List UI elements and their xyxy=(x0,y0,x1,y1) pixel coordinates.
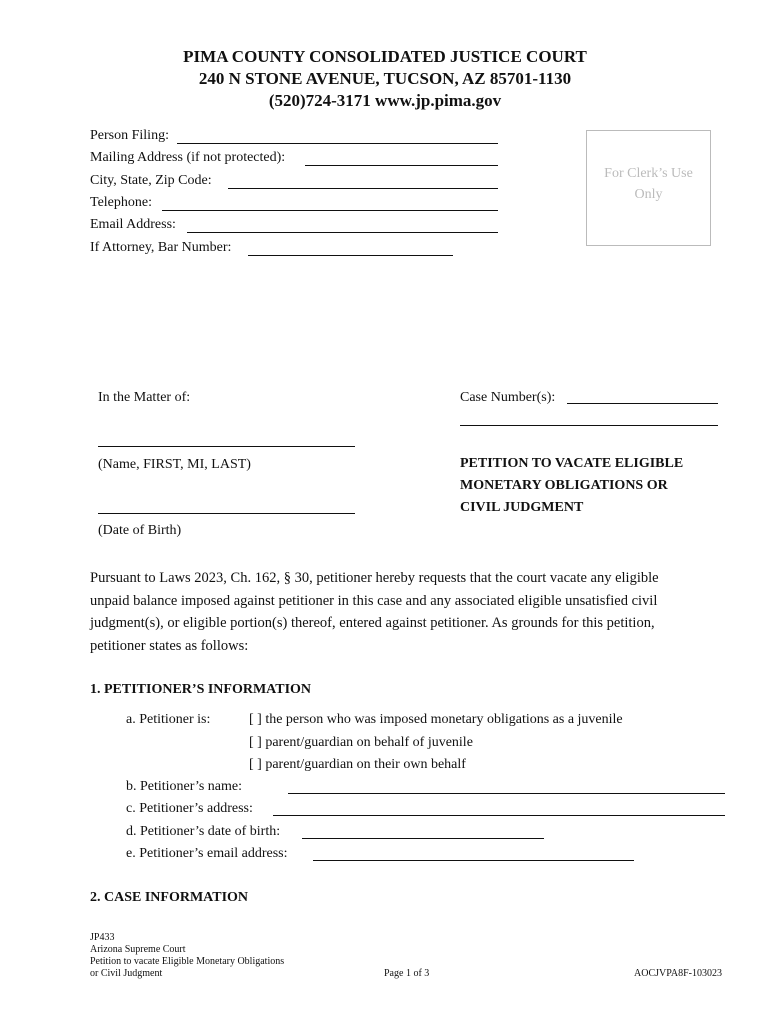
petitioner-name-field[interactable] xyxy=(288,793,725,794)
email-field[interactable] xyxy=(187,232,498,233)
petitioner-option-guardian-own[interactable]: [ ] parent/guardian on their own behalf xyxy=(249,757,466,772)
intro-paragraph xyxy=(90,567,690,657)
footer-title-line1: Petition to vacate Eligible Monetary Obligations xyxy=(90,956,285,967)
footer-title-line2: or Civil Judgment xyxy=(90,968,163,979)
intro-line1: Pursuant to Laws 2023, Ch. 162, § 30, petitioner hereby requests that the court vacate any eligible xyxy=(90,570,659,586)
footer-page-number: Page 1 of 3 xyxy=(384,968,430,979)
case-number-field-2[interactable] xyxy=(460,425,718,426)
intro-line2: unpaid balance imposed against petitioner in this case and any associated eligible unsatisfied civil xyxy=(90,592,658,609)
bar-number-label: If Attorney, Bar Number: xyxy=(90,240,232,255)
footer-court: Arizona Supreme Court xyxy=(90,944,186,955)
case-number-field[interactable] xyxy=(567,403,718,404)
section2-heading: 2. CASE INFORMATION xyxy=(90,890,249,905)
person-filing-field[interactable] xyxy=(177,143,498,144)
court-name: PIMA COUNTY CONSOLIDATED JUSTICE COURT xyxy=(183,47,587,66)
petitioner-dob-label: d. Petitioner’s date of birth: xyxy=(126,824,281,839)
bar-number-field[interactable] xyxy=(248,255,453,256)
petitioner-is-label: a. Petitioner is: xyxy=(126,712,211,727)
mailing-address-label: Mailing Address (if not protected): xyxy=(90,150,286,165)
city-state-zip-label: City, State, Zip Code: xyxy=(90,173,212,188)
city-state-zip-field[interactable] xyxy=(228,188,498,189)
court-phone-web: (520)724-3171 www.jp.pima.gov xyxy=(268,91,502,110)
petitioner-address-label: c. Petitioner’s address: xyxy=(126,801,253,816)
intro-line3: judgment(s), or eligible portion(s) thereof, entered against petitioner. As grounds for this petition, xyxy=(90,615,655,631)
petition-title-line1: PETITION TO VACATE ELIGIBLE xyxy=(460,456,684,471)
petitioner-email-label: e. Petitioner’s email address: xyxy=(126,846,288,861)
clerk-use-text xyxy=(587,163,710,205)
footer-form-code: AOCJVPA8F-103023 xyxy=(634,968,722,979)
clerk-use-line2: Only xyxy=(634,187,663,202)
petition-title-line3: CIVIL JUDGMENT xyxy=(460,500,584,515)
person-filing-label: Person Filing: xyxy=(90,128,169,143)
telephone-label: Telephone: xyxy=(90,195,152,210)
mailing-address-field[interactable] xyxy=(305,165,498,166)
petitioner-option-juvenile[interactable]: [ ] the person who was imposed monetary obligations as a juvenile xyxy=(249,712,623,727)
intro-line4: petitioner states as follows: xyxy=(90,637,249,654)
petitioner-address-field[interactable] xyxy=(273,815,725,816)
petitioner-dob-field[interactable] xyxy=(302,838,544,839)
petition-title-line2: MONETARY OBLIGATIONS OR xyxy=(460,478,668,493)
footer-form-id: JP433 xyxy=(90,932,115,943)
section1-heading: 1. PETITIONER’S INFORMATION xyxy=(90,682,312,697)
petitioner-name-label: b. Petitioner’s name: xyxy=(126,779,242,794)
petitioner-email-field[interactable] xyxy=(313,860,634,861)
dob-caption: (Date of Birth) xyxy=(98,523,182,538)
name-caption: (Name, FIRST, MI, LAST) xyxy=(98,457,251,472)
telephone-field[interactable] xyxy=(162,210,498,211)
email-label: Email Address: xyxy=(90,217,176,232)
court-address: 240 N STONE AVENUE, TUCSON, AZ 85701-1130 xyxy=(198,69,572,88)
clerk-use-box xyxy=(586,130,711,246)
name-field[interactable] xyxy=(98,446,355,447)
clerk-use-line1: For Clerk’s Use xyxy=(604,166,693,181)
case-number-label: Case Number(s): xyxy=(460,390,556,405)
dob-field[interactable] xyxy=(98,513,355,514)
in-the-matter-label: In the Matter of: xyxy=(98,390,191,405)
petitioner-option-guardian-behalf[interactable]: [ ] parent/guardian on behalf of juvenile xyxy=(249,735,473,750)
